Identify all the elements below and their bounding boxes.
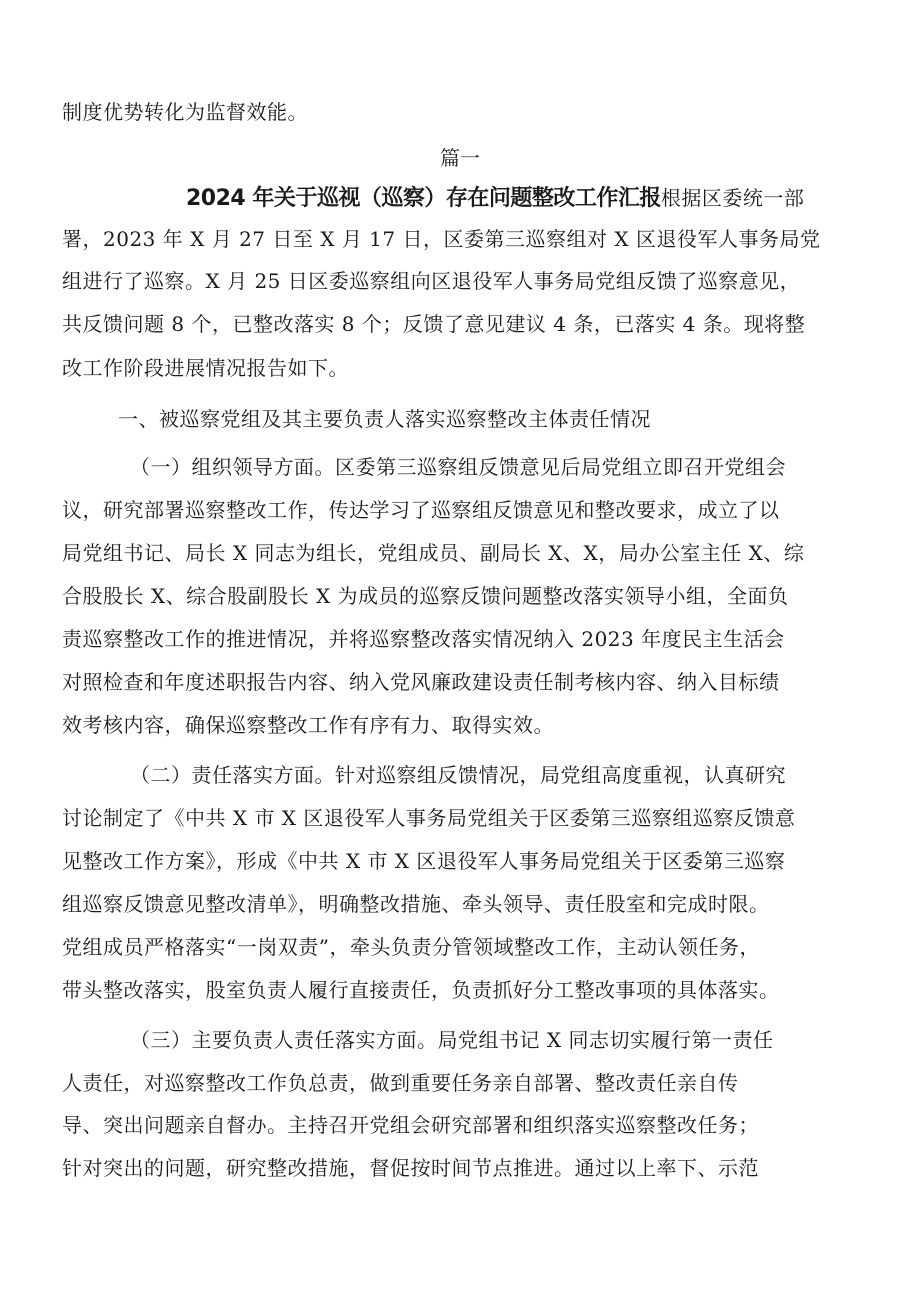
paragraph-line: 组进行了巡察。X 月 25 日区委巡察组向区退役军人事务局党组反馈了巡察意见， xyxy=(62,269,801,293)
section-heading: 一、被巡察党组及其主要负责人落实巡察整改主体责任情况 xyxy=(118,407,651,431)
paragraph-line: 改工作阶段进展情况报告如下。 xyxy=(62,356,349,380)
paragraph-line: 责巡察整改工作的推进情况，并将巡察整改落实情况纳入 2023 年度民主生活会 xyxy=(62,627,785,651)
paragraph-line: 局党组书记、局长 X 同志为组长，党组成员、副局长 X、X，局办公室主任 X、综 xyxy=(62,541,805,565)
paragraph-line: 共反馈问题 8 个，已整改落实 8 个；反馈了意见建议 4 条，已落实 4 条。现将整 xyxy=(62,312,806,336)
paragraph-line: 合股股长 X、综合股副股长 X 为成员的巡察反馈问题整改落实领导小组，全面负 xyxy=(62,584,789,608)
paragraph-line: 对照检查和年度述职报告内容、纳入党风廉政建设责任制考核内容、纳入目标绩 xyxy=(62,670,780,694)
title-line xyxy=(186,185,804,212)
document-title: 2024 年关于巡视（巡察）存在问题整改工作汇报 xyxy=(186,186,661,211)
paragraph-line: （三）主要负责人责任落实方面。局党组书记 X 同志切实履行第一责任 xyxy=(130,1028,774,1052)
title-tail-text: 根据区委统一部 xyxy=(660,186,805,210)
paragraph-line: （二）责任落实方面。针对巡察组反馈情况，局党组高度重视，认真研究 xyxy=(130,763,786,787)
paragraph-line: （一）组织领导方面。区委第三巡察组反馈意见后局党组立即召开党组会 xyxy=(130,455,786,479)
paragraph-line: 带头整改落实，股室负责人履行直接责任，负责抓好分工整改事项的具体落实。 xyxy=(62,978,780,1002)
paragraph-line: 导、突出问题亲自督办。主持召开党组会研究部署和组织落实巡察整改任务； xyxy=(62,1113,759,1137)
paragraph-line: 党组成员严格落实“一岗双责”，牵头负责分管领域整改工作，主动认领任务， xyxy=(62,935,760,959)
paragraph-line: 见整改工作方案》，形成《中共 X 市 X 区退役军人事务局党组关于区委第三巡察 xyxy=(62,849,786,873)
paragraph-line: 人责任，对巡察整改工作负总责，做到重要任务亲自部署、整改责任亲自传 xyxy=(62,1071,739,1095)
section-label: 篇一 xyxy=(440,146,480,170)
paragraph-line: 讨论制定了《中共 X 市 X 区退役军人事务局党组关于区委第三巡察组巡察反馈意 xyxy=(62,806,796,830)
paragraph-line: 效考核内容，确保巡察整改工作有序有力、取得实效。 xyxy=(62,713,554,737)
paragraph-line: 组巡察反馈意见整改清单》，明确整改措施、牵头领导、责任股室和完成时限。 xyxy=(62,892,770,916)
paragraph-line: 议，研究部署巡察整改工作，传达学习了巡察组反馈意见和整改要求，成立了以 xyxy=(62,498,780,522)
paragraph-line: 制度优势转化为监督效能。 xyxy=(62,100,308,124)
paragraph-line: 署，2023 年 X 月 27 日至 X 月 17 日，区委第三巡察组对 X 区退役军人事务局党 xyxy=(62,227,821,251)
paragraph-line: 针对突出的问题，研究整改措施，督促按时间节点推进。通过以上率下、示范 xyxy=(62,1156,759,1180)
